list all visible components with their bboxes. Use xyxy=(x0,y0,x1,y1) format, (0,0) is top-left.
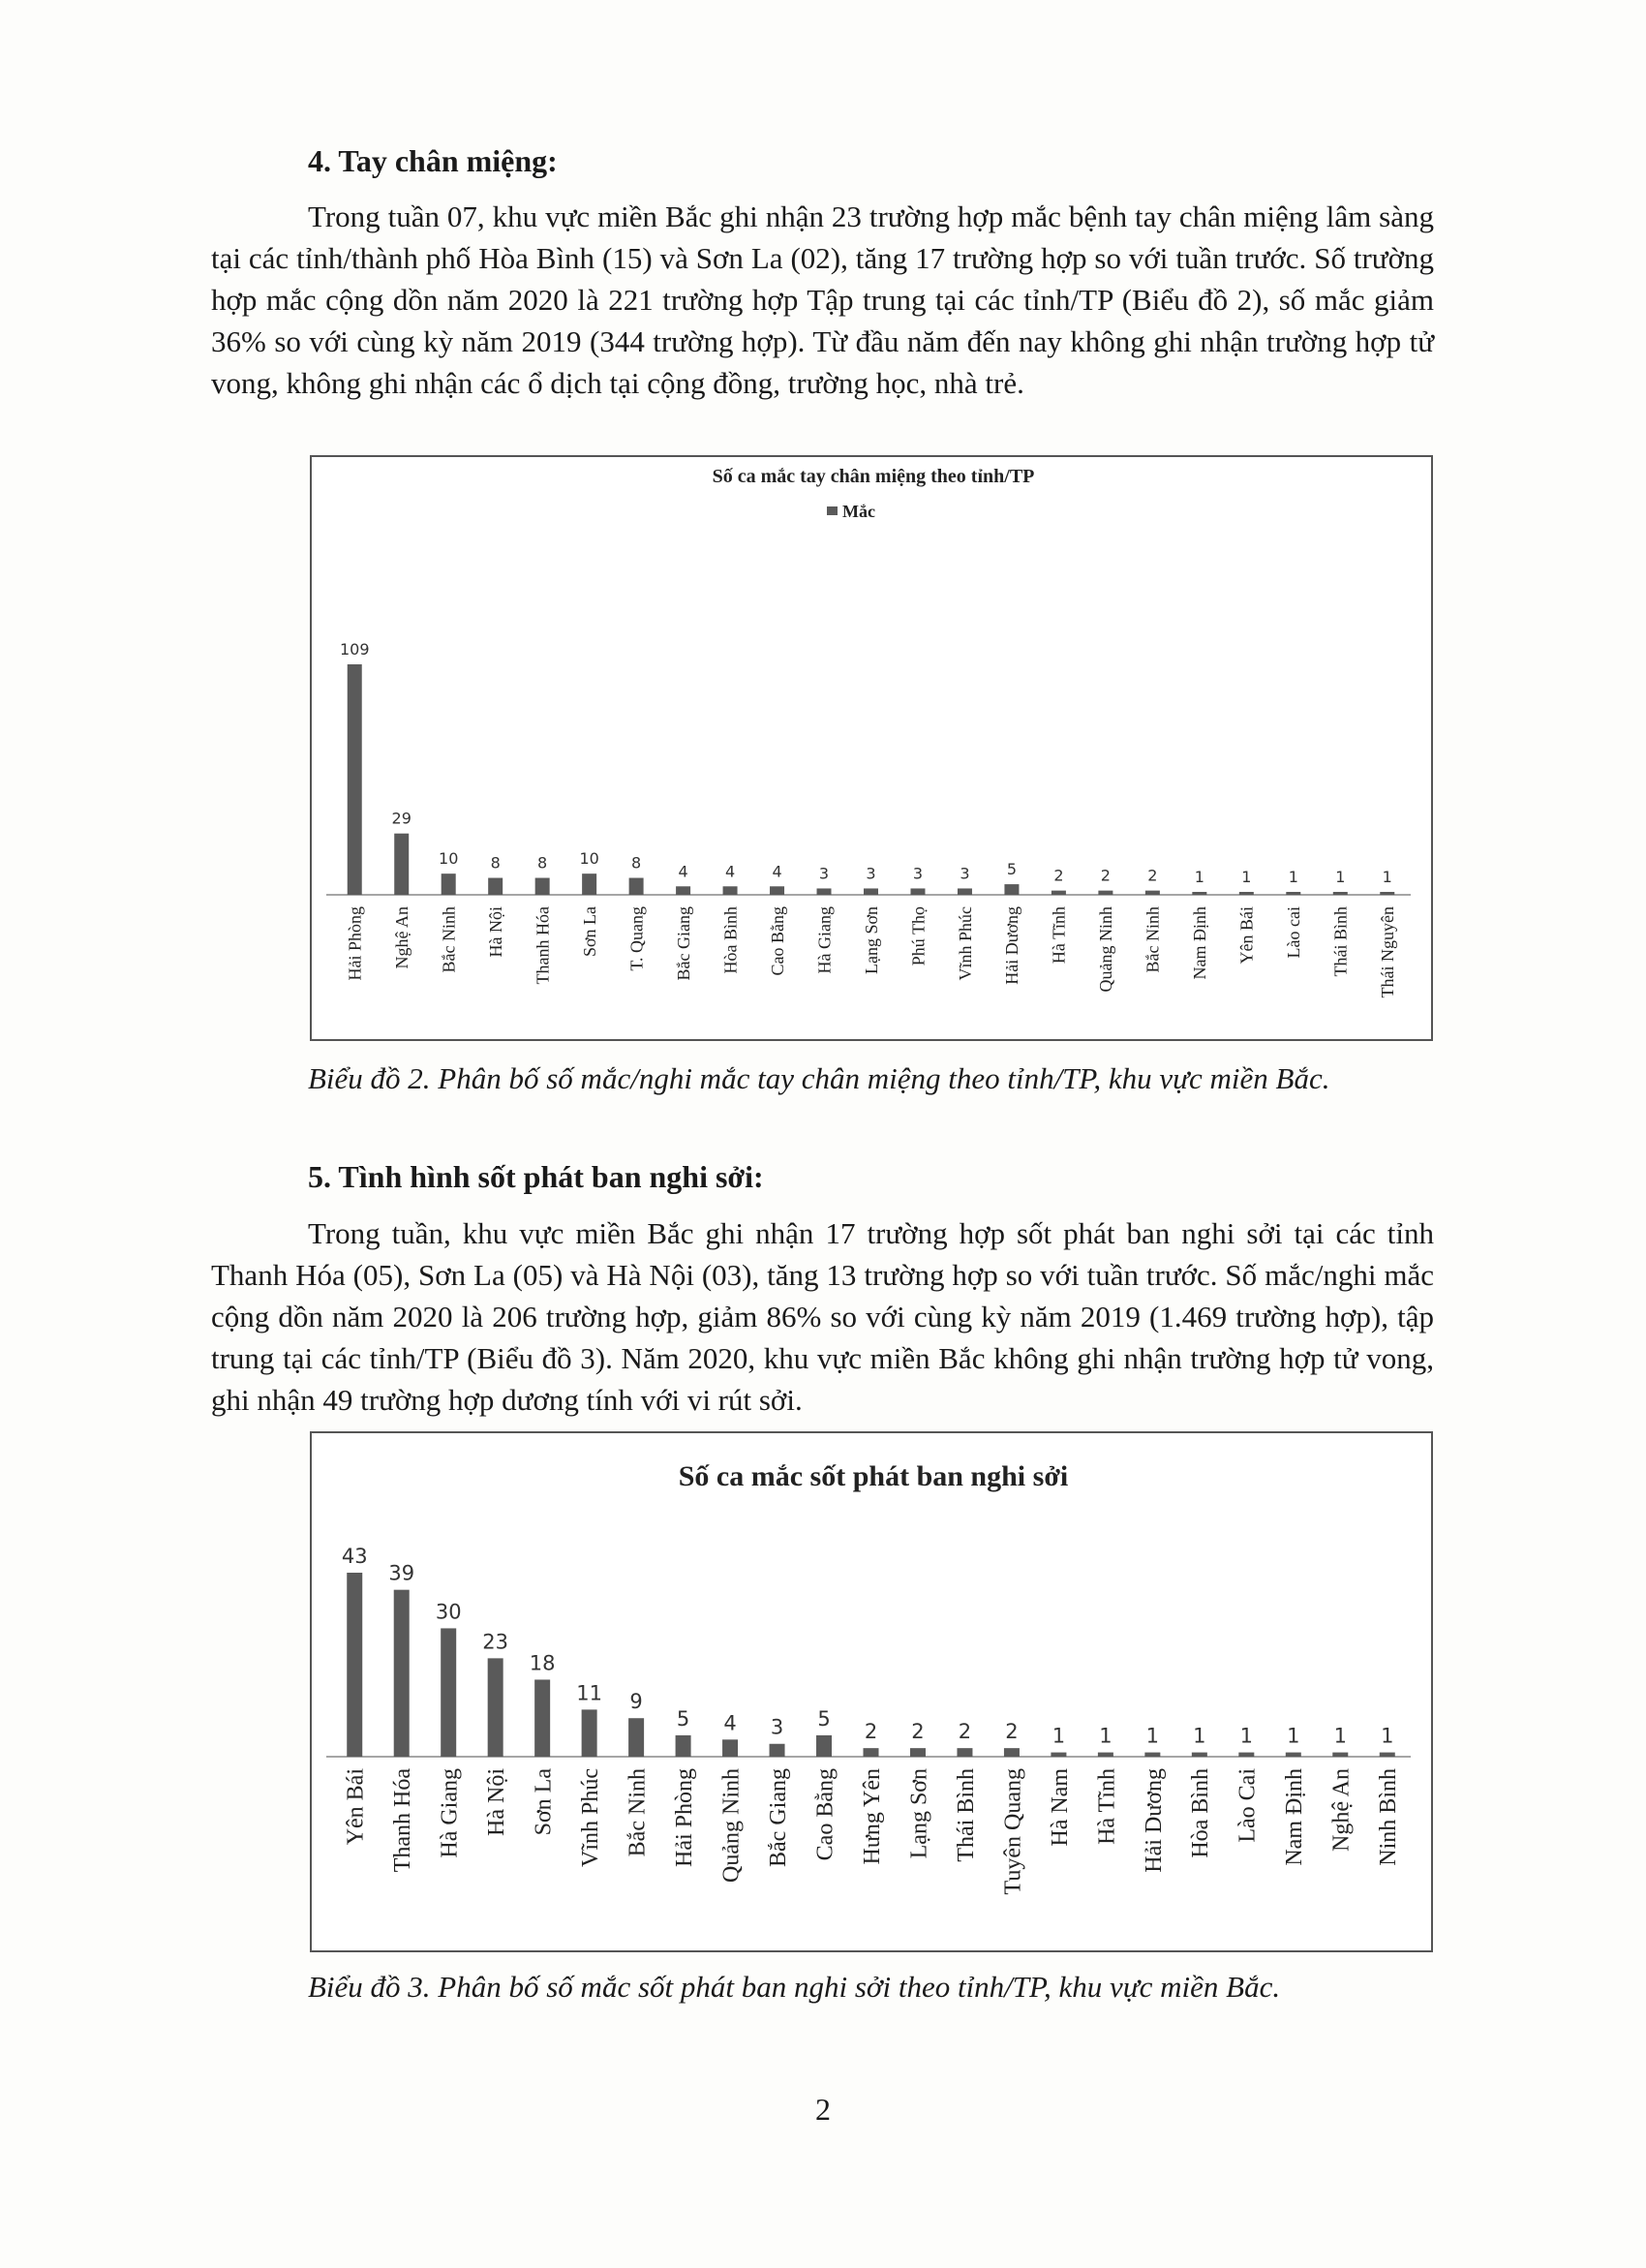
bar xyxy=(770,1744,785,1757)
bar xyxy=(1052,891,1066,895)
bar xyxy=(1144,1753,1160,1757)
legend-swatch xyxy=(827,506,838,515)
bar xyxy=(1380,892,1394,895)
data-label: 2 xyxy=(1147,866,1158,885)
bar xyxy=(1098,1753,1113,1757)
data-label: 5 xyxy=(817,1706,831,1731)
category-label: Hòa Bình xyxy=(1188,1768,1214,1858)
bar xyxy=(1332,1753,1348,1757)
category-label: Tuyên Quang xyxy=(1000,1768,1026,1895)
category-label: Nghệ An xyxy=(392,906,412,969)
category-label: Thái Bình xyxy=(953,1768,979,1862)
category-label: Quảng Ninh xyxy=(1096,906,1116,993)
category-label: T. Quang xyxy=(626,906,647,971)
category-label: Lạng Sơn xyxy=(861,906,881,975)
category-label: Hưng Yên xyxy=(859,1768,885,1865)
bar xyxy=(1051,1753,1066,1757)
data-label: 2 xyxy=(1100,866,1111,885)
category-label: Yên Bái xyxy=(1236,906,1257,965)
bar xyxy=(488,878,503,895)
data-label: 5 xyxy=(1006,860,1018,879)
data-label: 8 xyxy=(490,853,501,873)
bar xyxy=(582,873,596,895)
bar xyxy=(1192,1753,1207,1757)
bar xyxy=(582,1709,597,1757)
bar xyxy=(958,888,972,895)
data-label: 4 xyxy=(724,862,736,881)
bar xyxy=(1004,884,1019,895)
category-label: Nam Định xyxy=(1190,906,1210,980)
bar xyxy=(1004,1748,1020,1757)
data-label: 1 xyxy=(1287,1724,1300,1748)
bar xyxy=(442,873,456,895)
data-label: 43 xyxy=(341,1545,368,1568)
bar xyxy=(535,878,550,895)
category-label: Thanh Hóa xyxy=(533,906,553,985)
data-label: 1 xyxy=(1382,868,1392,886)
bar xyxy=(1192,892,1206,895)
category-label: Hải Phòng xyxy=(345,906,365,981)
bar xyxy=(1286,1753,1301,1757)
section-4-paragraph: Trong tuần 07, khu vực miền Bắc ghi nhận 23 trường hợp mắc bệnh tay chân miệng lâm sàng tại các tỉnh/thành phố Hòa Bình (15) và Sơn La (02), tăng 17 trường hợp so với tuần trước. Số trường hợp mắc cộng dồn năm 2020 là 221 trường hợp Tập trung tại các tỉnh/TP (Biểu đồ 2), số mắc giảm 36% so với cùng kỳ năm 2019 (344 trường hợp). Từ đầu năm đến nay không ghi nhận trường hợp tử vong, không ghi nhận các ổ dịch tại cộng đồng, trường học, nhà trẻ. xyxy=(211,199,1434,400)
data-label: 109 xyxy=(339,640,370,659)
data-label: 30 xyxy=(435,1600,462,1624)
data-label: 39 xyxy=(388,1561,415,1585)
data-label: 8 xyxy=(631,853,642,873)
chart-title: Số ca mắc sốt phát ban nghi sởi xyxy=(678,1460,1069,1492)
bar xyxy=(1145,891,1160,895)
category-label: Cao Bằng xyxy=(767,906,787,976)
chart-3-caption: Biểu đồ 3. Phân bố số mắc sốt phát ban nghi sởi theo tỉnh/TP, khu vực miền Bắc. xyxy=(308,1970,1281,2004)
category-label: Vĩnh Phúc xyxy=(955,906,975,981)
bar xyxy=(676,886,690,895)
category-label: Hải Dương xyxy=(1002,906,1022,985)
bar xyxy=(676,1735,691,1757)
legend-label: Mắc xyxy=(842,502,875,521)
data-label: 5 xyxy=(676,1706,690,1731)
bar xyxy=(1333,892,1348,895)
bar xyxy=(910,888,925,895)
bar xyxy=(441,1628,456,1757)
data-label: 3 xyxy=(770,1715,784,1739)
data-label: 4 xyxy=(772,862,782,881)
category-label: Ninh Bình xyxy=(1376,1768,1402,1866)
category-label: Bắc Ninh xyxy=(625,1768,651,1857)
data-label: 1 xyxy=(1099,1724,1113,1748)
data-label: 18 xyxy=(529,1651,556,1675)
data-label: 11 xyxy=(576,1681,602,1705)
bar xyxy=(1380,1753,1395,1757)
data-label: 1 xyxy=(1333,1724,1347,1748)
data-label: 2 xyxy=(1053,866,1064,885)
data-label: 3 xyxy=(818,864,830,883)
data-label: 8 xyxy=(537,853,548,873)
category-label: Hà Nội xyxy=(484,1768,510,1836)
data-label: 1 xyxy=(1241,868,1252,886)
data-label: 1 xyxy=(1239,1724,1254,1748)
data-label: 2 xyxy=(911,1720,925,1744)
category-label: Hải Dương xyxy=(1141,1768,1167,1873)
category-label: Nghệ An xyxy=(1328,1768,1355,1852)
category-label: Thanh Hóa xyxy=(390,1768,416,1873)
data-label: 1 xyxy=(1194,868,1204,886)
data-label: 3 xyxy=(912,864,924,883)
category-label: Quảng Ninh xyxy=(718,1768,745,1883)
bar xyxy=(488,1658,503,1757)
hfmd-chart-svg xyxy=(312,457,1431,1039)
data-label: 1 xyxy=(1145,1724,1160,1748)
bar xyxy=(817,888,832,895)
bar xyxy=(864,1748,879,1757)
bar xyxy=(864,888,878,895)
bar xyxy=(534,1679,550,1757)
data-label: 29 xyxy=(391,809,412,828)
data-label: 1 xyxy=(1335,868,1346,886)
category-label: Vĩnh Phúc xyxy=(578,1768,604,1867)
category-label: Thái Bình xyxy=(1330,906,1351,977)
category-label: Sơn La xyxy=(531,1768,557,1836)
chart-title: Số ca mắc tay chân miệng theo tỉnh/TP xyxy=(712,466,1035,487)
bar xyxy=(629,878,644,895)
category-label: Lạng Sơn xyxy=(906,1768,932,1859)
bar xyxy=(348,664,362,895)
category-label: Hà Giang xyxy=(437,1768,463,1858)
hfmd-chart xyxy=(310,455,1433,1041)
category-label: Hà Giang xyxy=(814,906,835,974)
category-label: Bắc Ninh xyxy=(1143,906,1163,973)
data-label: 10 xyxy=(579,849,599,869)
bar xyxy=(722,1739,738,1757)
data-label: 1 xyxy=(1052,1724,1066,1748)
category-label: Hà Tĩnh xyxy=(1049,906,1069,965)
section-4-heading: 4. Tay chân miệng: xyxy=(308,143,558,178)
category-label: Cao Bằng xyxy=(812,1768,838,1861)
data-label: 1 xyxy=(1288,868,1298,886)
category-label: Bắc Giang xyxy=(765,1768,791,1867)
data-label: 2 xyxy=(864,1720,878,1744)
measles-chart-svg xyxy=(312,1433,1431,1950)
section-5-paragraph: Trong tuần, khu vực miền Bắc ghi nhận 17 trường hợp sốt phát ban nghi sởi tại các tỉnh Thanh Hóa (05), Sơn La (05) và Hà Nội (03), tăng 13 trường hợp so với tuần trước. Số mắc/nghi mắc cộng dồn năm 2020 là 206 trường hợp, giảm 86% so với cùng kỳ năm 2019 (1.469 trường hợp), tập trung tại các tỉnh/TP (Biểu đồ 3). Năm 2020, khu vực miền Bắc không ghi nhận trường hợp tử vong, ghi nhận 49 trường hợp dương tính với vi rút sởi. xyxy=(211,1216,1434,1417)
data-label: 1 xyxy=(1381,1724,1394,1748)
category-label: Hòa Bình xyxy=(720,906,741,974)
bar xyxy=(394,1590,410,1757)
category-label: Sơn La xyxy=(579,906,599,958)
category-label: Phú Thọ xyxy=(908,906,929,966)
bar xyxy=(723,886,738,895)
data-label: 4 xyxy=(678,862,688,881)
category-label: Lào cai xyxy=(1284,906,1304,959)
section-5-heading: 5. Tình hình sốt phát ban nghi sởi: xyxy=(308,1159,764,1194)
category-label: Hải Phòng xyxy=(671,1768,697,1867)
bar xyxy=(1098,891,1113,895)
bar xyxy=(1286,892,1300,895)
bar xyxy=(394,834,409,895)
category-label: Yên Bái xyxy=(343,1768,369,1846)
category-label: Bắc Ninh xyxy=(439,906,459,973)
bar xyxy=(957,1748,972,1757)
category-label: Thái Nguyên xyxy=(1378,906,1398,998)
category-label: Hà Tĩnh xyxy=(1094,1768,1120,1845)
data-label: 23 xyxy=(482,1630,509,1654)
category-label: Hà Nam xyxy=(1047,1768,1073,1847)
data-label: 10 xyxy=(439,849,459,869)
bar xyxy=(1238,1753,1254,1757)
category-label: Lào Cai xyxy=(1234,1768,1261,1843)
bar xyxy=(770,886,784,895)
chart-2-caption: Biểu đồ 2. Phân bố số mắc/nghi mắc tay chân miệng theo tỉnh/TP, khu vực miền Bắc. xyxy=(308,1061,1330,1095)
measles-chart xyxy=(310,1431,1433,1952)
category-label: Bắc Giang xyxy=(673,906,693,981)
data-label: 3 xyxy=(866,864,876,883)
data-label: 4 xyxy=(723,1711,737,1735)
data-label: 2 xyxy=(958,1720,972,1744)
bar xyxy=(628,1718,644,1757)
data-label: 2 xyxy=(1005,1720,1019,1744)
bar xyxy=(1239,892,1254,895)
bar xyxy=(816,1735,832,1757)
data-label: 3 xyxy=(960,864,970,883)
bar xyxy=(910,1748,926,1757)
category-label: Nam Định xyxy=(1282,1768,1308,1866)
data-label: 9 xyxy=(629,1690,643,1714)
category-label: Hà Nội xyxy=(485,906,505,958)
data-label: 1 xyxy=(1193,1724,1206,1748)
page-number: 2 xyxy=(815,2092,831,2127)
bar xyxy=(347,1573,362,1757)
